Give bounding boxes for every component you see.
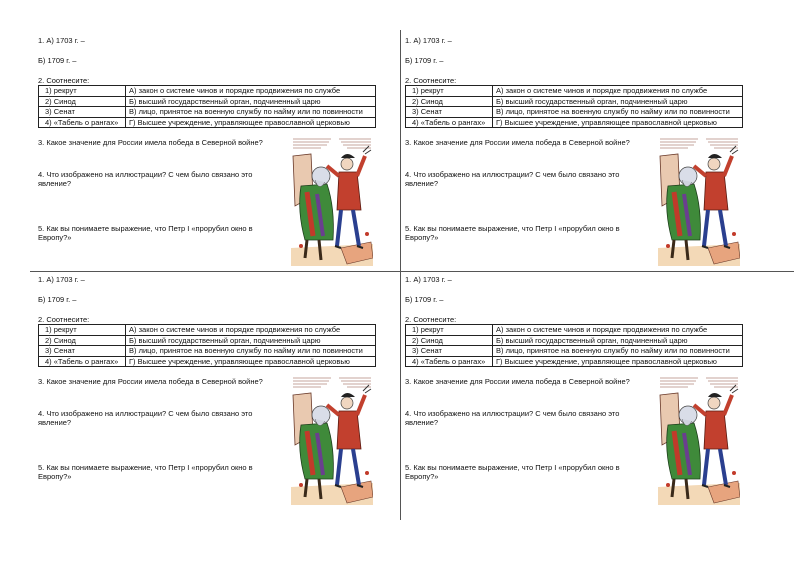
table-row [39,335,376,346]
term-cell: 4) «Табель о рангах» [406,356,493,367]
table-row [406,335,743,346]
question-2-heading: 2. Соотнесите: [405,315,457,324]
definition-cell: Б) высший государственный орган, подчиненный царю [493,96,743,107]
matching-table [38,324,376,367]
question-2-heading: 2. Соотнесите: [38,315,90,324]
term-cell: 2) Синод [406,335,493,346]
table-row [406,107,743,118]
table-row [39,107,376,118]
question-4: 4. Что изображено на иллюстрации? С чем было связано это явление? [38,409,253,427]
table-row [406,356,743,367]
table-row [39,346,376,357]
term-cell: 1) рекрут [39,86,126,97]
question-1-second-date: Б) 1709 г. – [405,56,444,65]
term-cell: 4) «Табель о рангах» [406,117,493,128]
question-2-heading: 2. Соотнесите: [38,76,90,85]
question-1-second-date: Б) 1709 г. – [405,295,444,304]
term-cell: 3) Сенат [39,346,126,357]
definition-cell: Г) Высшее учреждение, управляющее православной церковью [126,117,376,128]
term-cell: 3) Сенат [39,107,126,118]
term-cell: 2) Синод [406,96,493,107]
question-3: 3. Какое значение для России имела победа в Северной войне? [405,377,630,386]
question-5: 5. Как вы понимаете выражение, что Петр I «прорубил окно в Европу?» [38,224,253,242]
table-row [406,117,743,128]
table-row [39,356,376,367]
question-5: 5. Как вы понимаете выражение, что Петр I «прорубил окно в Европу?» [405,463,620,481]
matching-table [405,85,743,128]
term-cell: 3) Сенат [406,346,493,357]
definition-cell: В) лицо, принятое на военную службу по найму или по повинности [126,107,376,118]
definition-cell: А) закон о системе чинов и порядке продвижения по службе [493,86,743,97]
definition-cell: А) закон о системе чинов и порядке продвижения по службе [126,325,376,336]
table-row [39,96,376,107]
worksheet-card-bottom-left [38,269,398,505]
question-1-second-date: Б) 1709 г. – [38,56,77,65]
question-4: 4. Что изображено на иллюстрации? С чем было связано это явление? [405,409,620,427]
question-1-dates: 1. А) 1703 г. – [38,36,85,45]
table-row [406,86,743,97]
question-3: 3. Какое значение для России имела победа в Северной войне? [38,138,263,147]
term-cell: 2) Синод [39,96,126,107]
definition-cell: Б) высший государственный орган, подчиненный царю [126,96,376,107]
term-cell: 1) рекрут [406,86,493,97]
worksheet-card-top-right [405,30,765,266]
matching-table [405,324,743,367]
definition-cell: А) закон о системе чинов и порядке продвижения по службе [493,325,743,336]
term-cell: 4) «Табель о рангах» [39,117,126,128]
definition-cell: Б) высший государственный орган, подчиненный царю [493,335,743,346]
definition-cell: Г) Высшее учреждение, управляющее православной церковью [493,356,743,367]
worksheet-card-top-left [38,30,398,266]
term-cell: 3) Сенат [406,107,493,118]
definition-cell: Г) Высшее учреждение, управляющее православной церковью [126,356,376,367]
question-1-dates: 1. А) 1703 г. – [405,36,452,45]
definition-cell: Б) высший государственный орган, подчиненный царю [126,335,376,346]
table-row [406,325,743,336]
question-3: 3. Какое значение для России имела победа в Северной войне? [405,138,630,147]
matching-table [38,85,376,128]
term-cell: 1) рекрут [406,325,493,336]
definition-cell: В) лицо, принятое на военную службу по найму или по повинности [493,346,743,357]
table-row [406,96,743,107]
definition-cell: Г) Высшее учреждение, управляющее православной церковью [493,117,743,128]
question-3: 3. Какое значение для России имела победа в Северной войне? [38,377,263,386]
table-row [39,117,376,128]
definition-cell: А) закон о системе чинов и порядке продвижения по службе [126,86,376,97]
table-row [39,325,376,336]
term-cell: 4) «Табель о рангах» [39,356,126,367]
table-row [406,346,743,357]
question-1-dates: 1. А) 1703 г. – [405,275,452,284]
term-cell: 1) рекрут [39,325,126,336]
question-5: 5. Как вы понимаете выражение, что Петр I «прорубил окно в Европу?» [38,463,253,481]
definition-cell: В) лицо, принятое на военную службу по найму или по повинности [493,107,743,118]
lubok-illustration [658,136,740,266]
lubok-illustration [658,375,740,505]
question-4: 4. Что изображено на иллюстрации? С чем было связано это явление? [38,170,253,188]
vertical-cut-line [400,30,401,520]
question-1-dates: 1. А) 1703 г. – [38,275,85,284]
definition-cell: В) лицо, принятое на военную службу по найму или по повинности [126,346,376,357]
table-row [39,86,376,97]
question-1-second-date: Б) 1709 г. – [38,295,77,304]
lubok-illustration [291,136,373,266]
question-5: 5. Как вы понимаете выражение, что Петр I «прорубил окно в Европу?» [405,224,620,242]
lubok-illustration [291,375,373,505]
question-4: 4. Что изображено на иллюстрации? С чем было связано это явление? [405,170,620,188]
term-cell: 2) Синод [39,335,126,346]
question-2-heading: 2. Соотнесите: [405,76,457,85]
worksheet-card-bottom-right [405,269,765,505]
